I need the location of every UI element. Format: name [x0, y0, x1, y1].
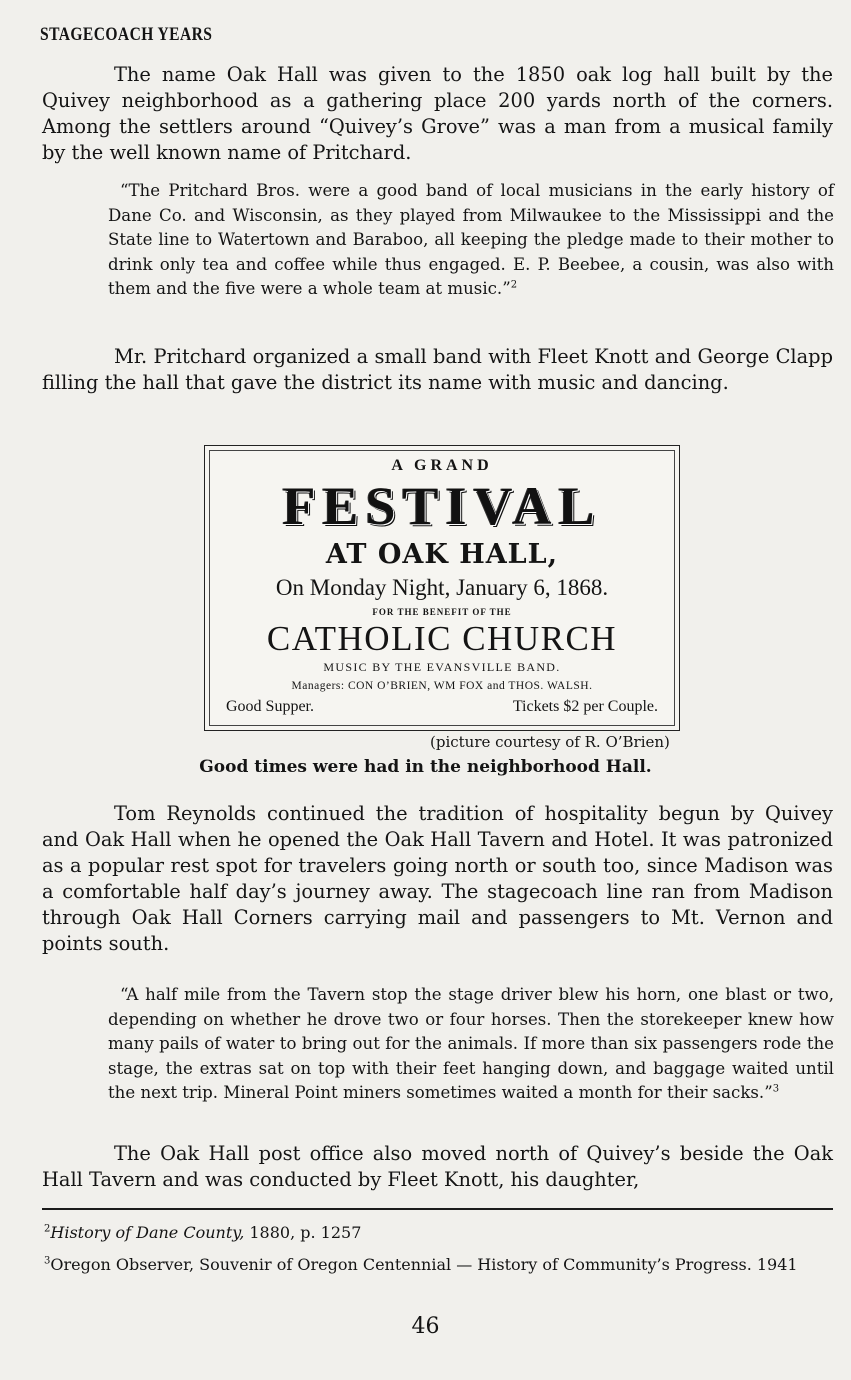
quote-stage-driver	[108, 983, 834, 1106]
poster-line-grand: A GRAND	[391, 457, 493, 474]
quote-text: “A half mile from the Tavern stop the stage driver blew his horn, one blast or two, depending on whether he drove two or four horses. Then the storekeeper knew how many pails of water to bring out for the animals. If more than six passengers rode the stage, the extras sat on top with their feet hanging down, and baggage waited until the next trip. Mineral Point miners sometimes waited a month for their sacks.”	[108, 985, 834, 1103]
poster-tickets: Tickets $2 per Couple.	[512, 698, 658, 715]
poster-line-benefit: FOR THE BENEFIT OF THE	[372, 607, 512, 617]
running-head: STAGECOACH YEARS	[40, 24, 213, 45]
footnote-number: 3	[44, 1255, 51, 1267]
paragraph-post-office: The Oak Hall post office also moved north of Quivey’s beside the Oak Hall Tavern and was conducted by Fleet Knott, his daughter,	[42, 1142, 833, 1191]
footnote-ref: 3	[772, 1083, 780, 1095]
footnote-3	[44, 1254, 834, 1276]
paragraph-oak-hall-name: The name Oak Hall was given to the 1850 oak log hall built by the Quivey neighborhood as a gathering place 200 yards north of the corners. Among the settlers around “Quivey’s Grove” was a man from a musical family by the well known name of Pritchard.	[42, 63, 833, 164]
poster-line-managers: Managers: CON O’BRIEN, WM FOX and THOS. WALSH.	[291, 680, 593, 692]
poster-line-festival: FESTIVAL	[282, 476, 602, 536]
footnote-number: 2	[44, 1223, 51, 1235]
footnote-text: 1880, p. 1257	[244, 1223, 362, 1242]
footnote-divider	[42, 1208, 833, 1210]
poster-line-church: CATHOLIC CHURCH	[266, 619, 618, 658]
quote-text: “The Pritchard Bros. were a good band of local musicians in the early history of Dane Co. and Wisconsin, as they played from Milwaukee to the Mississippi and the State line to Watertown and Baraboo, all keeping the pledge made to their mother to drink only tea and coffee while thus engaged. E. P. Beebee, a cousin, was also with them and the five were a whole team at music.”	[108, 181, 834, 299]
picture-credit: (picture courtesy of R. O’Brien)	[430, 733, 670, 751]
figure-caption: Good times were had in the neighborhood Hall.	[199, 757, 652, 777]
footnote-2	[44, 1222, 834, 1244]
poster-supper: Good Supper.	[226, 698, 314, 715]
poster-border	[209, 450, 675, 726]
page-number: 46	[411, 1314, 440, 1339]
footnote-title: History of Dane County,	[50, 1223, 245, 1242]
quote-pritchard-bros	[108, 179, 834, 302]
poster-line-music: MUSIC BY THE EVANSVILLE BAND.	[323, 660, 561, 674]
footnote-text: Oregon Observer, Souvenir of Oregon Centennial — History of Community’s Progress. 1941	[50, 1255, 798, 1274]
footnote-ref: 2	[510, 279, 518, 291]
festival-poster	[204, 445, 680, 731]
paragraph-tom-reynolds: Tom Reynolds continued the tradition of hospitality begun by Quivey and Oak Hall when he opened the Oak Hall Tavern and Hotel. It was patronized as a popular rest spot for travelers going north or south too, since Madison was a comfortable half day’s journey away. The stagecoach line ran from Madison through Oak Hall Corners carrying mail and passengers to Mt. Vernon and points south.	[42, 802, 833, 955]
paragraph-pritchard-band: Mr. Pritchard organized a small band with Fleet Knott and George Clapp filling the hall that gave the district its name with music and dancing.	[42, 345, 833, 394]
poster-line-date: On Monday Night, January 6, 1868.	[275, 575, 609, 600]
poster-line-oak-hall: AT OAK HALL,	[325, 539, 559, 570]
